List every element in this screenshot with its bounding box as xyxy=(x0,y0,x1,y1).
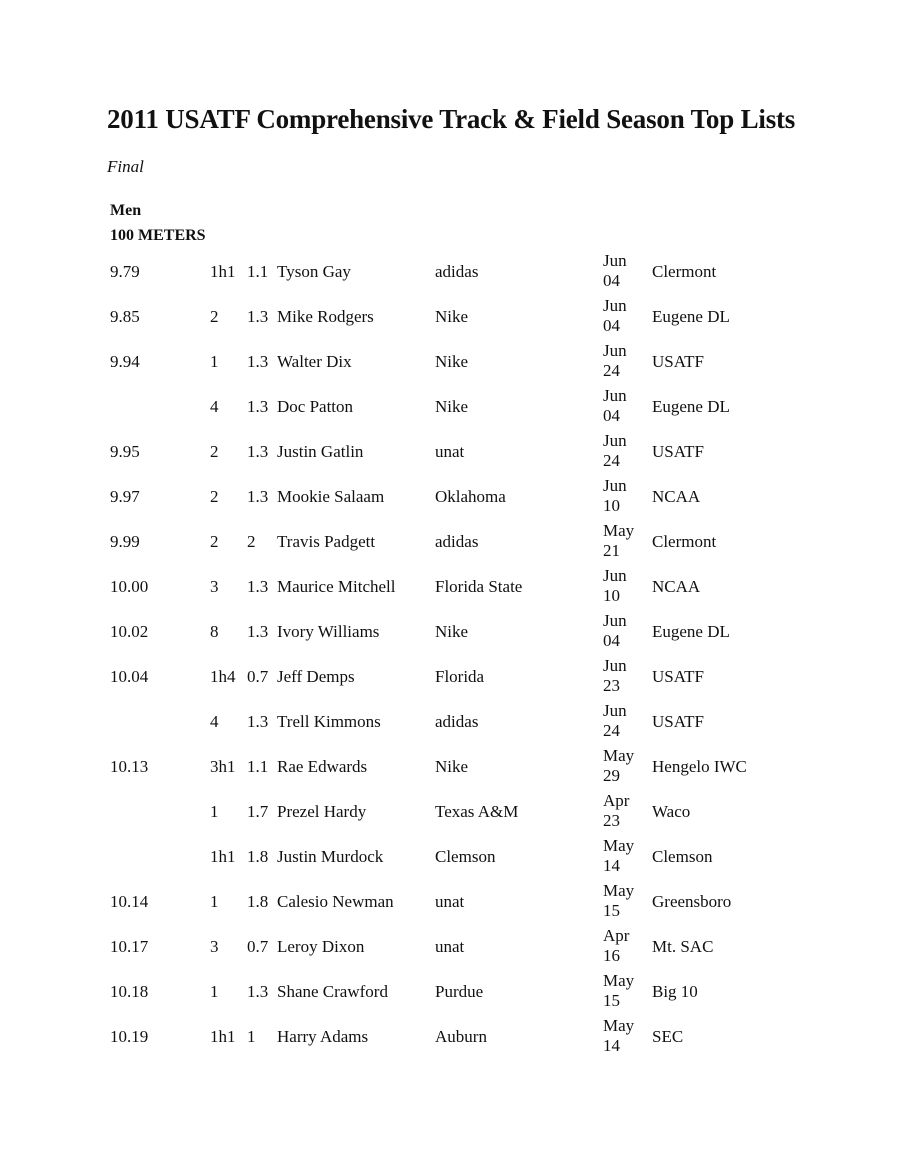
result-wind: 1.3 xyxy=(247,487,269,506)
result-place: 2 xyxy=(210,442,219,461)
result-date-month: Jun xyxy=(603,341,627,360)
result-date xyxy=(603,926,629,966)
athlete-name: Justin Murdock xyxy=(277,847,384,866)
result-date-day: 29 xyxy=(603,766,620,785)
document-status: Final xyxy=(107,157,144,176)
result-place: 1h1 xyxy=(210,1027,236,1046)
result-date-month: Jun xyxy=(603,656,627,675)
result-date-day: 10 xyxy=(603,496,620,515)
result-place: 2 xyxy=(210,487,219,506)
result-date-day: 14 xyxy=(603,1036,620,1055)
result-row xyxy=(0,340,900,385)
meet-name: USATF xyxy=(652,442,704,461)
result-row xyxy=(0,925,900,970)
result-date xyxy=(603,341,627,381)
result-date-month: Jun xyxy=(603,251,627,270)
result-wind: 1.8 xyxy=(247,847,269,866)
result-place: 1 xyxy=(210,892,219,911)
result-date-month: May xyxy=(603,1016,635,1035)
result-wind: 0.7 xyxy=(247,667,269,686)
result-wind: 1.3 xyxy=(247,397,269,416)
result-place: 2 xyxy=(210,532,219,551)
meet-name: Big 10 xyxy=(652,982,698,1001)
athlete-team: Florida State xyxy=(435,577,523,596)
result-date-day: 14 xyxy=(603,856,620,875)
result-date-month: Jun xyxy=(603,431,627,450)
result-place: 1 xyxy=(210,352,219,371)
result-date-month: Apr xyxy=(603,926,630,945)
result-mark: 10.18 xyxy=(110,982,149,1001)
athlete-name: Mike Rodgers xyxy=(277,307,374,326)
athlete-team: Nike xyxy=(435,307,469,326)
result-mark: 10.13 xyxy=(110,757,149,776)
result-wind: 1.3 xyxy=(247,712,269,731)
result-date xyxy=(603,611,627,651)
result-mark: 10.19 xyxy=(110,1027,149,1046)
result-date xyxy=(603,791,629,831)
result-date xyxy=(603,836,634,876)
result-place: 3 xyxy=(210,937,219,956)
result-date-month: May xyxy=(603,881,635,900)
athlete-team: Clemson xyxy=(435,847,496,866)
meet-name: Eugene DL xyxy=(652,307,730,326)
result-date-day: 16 xyxy=(603,946,620,965)
result-wind: 0.7 xyxy=(247,937,269,956)
result-mark: 10.14 xyxy=(110,892,149,911)
meet-name: Waco xyxy=(652,802,691,821)
result-date-day: 21 xyxy=(603,541,620,560)
result-date-day: 10 xyxy=(603,586,620,605)
result-date-day: 23 xyxy=(603,811,620,830)
result-mark: 10.17 xyxy=(110,937,149,956)
result-place: 4 xyxy=(210,712,219,731)
result-date-month: May xyxy=(603,836,635,855)
athlete-team: unat xyxy=(435,892,465,911)
result-date-day: 15 xyxy=(603,991,620,1010)
result-date xyxy=(603,251,627,291)
result-date-day: 23 xyxy=(603,676,620,695)
result-row xyxy=(0,790,900,835)
result-date-month: Jun xyxy=(603,476,627,495)
athlete-team: adidas xyxy=(435,712,479,731)
meet-name: Eugene DL xyxy=(652,397,730,416)
result-wind: 2 xyxy=(247,532,256,551)
athlete-team: Nike xyxy=(435,352,469,371)
result-date xyxy=(603,431,627,471)
meet-name: Clermont xyxy=(652,532,717,551)
result-date-month: Jun xyxy=(603,566,627,585)
meet-name: Greensboro xyxy=(652,892,732,911)
athlete-name: Trell Kimmons xyxy=(277,712,381,731)
result-wind: 1.1 xyxy=(247,262,269,281)
result-wind: 1.3 xyxy=(247,622,269,641)
result-row xyxy=(0,835,900,880)
result-place: 4 xyxy=(210,397,219,416)
result-wind: 1.1 xyxy=(247,757,269,776)
result-wind: 1 xyxy=(247,1027,256,1046)
result-date xyxy=(603,521,634,561)
result-date-day: 24 xyxy=(603,361,620,380)
result-mark: 10.04 xyxy=(110,667,149,686)
result-mark: 10.00 xyxy=(110,577,149,596)
result-row xyxy=(0,655,900,700)
result-date-day: 24 xyxy=(603,721,620,740)
result-date xyxy=(603,881,634,921)
result-date-day: 24 xyxy=(603,451,620,470)
athlete-name: Shane Crawford xyxy=(277,982,388,1001)
result-date xyxy=(603,476,627,516)
meet-name: Eugene DL xyxy=(652,622,730,641)
result-date-day: 04 xyxy=(603,271,620,290)
meet-name: USATF xyxy=(652,667,704,686)
result-wind: 1.8 xyxy=(247,892,269,911)
meet-name: Clemson xyxy=(652,847,713,866)
result-place: 1 xyxy=(210,982,219,1001)
result-date-day: 04 xyxy=(603,316,620,335)
result-mark: 9.95 xyxy=(110,442,140,461)
result-row xyxy=(0,295,900,340)
athlete-team: Oklahoma xyxy=(435,487,506,506)
result-date-month: Jun xyxy=(603,611,627,630)
result-row xyxy=(0,970,900,1015)
athlete-name: Mookie Salaam xyxy=(277,487,385,506)
meet-name: SEC xyxy=(652,1027,684,1046)
result-wind: 1.7 xyxy=(247,802,269,821)
athlete-team: Purdue xyxy=(435,982,484,1001)
athlete-team: Nike xyxy=(435,757,469,776)
result-date-day: 04 xyxy=(603,631,620,650)
result-place: 1h1 xyxy=(210,262,236,281)
result-row xyxy=(0,520,900,565)
result-place: 1 xyxy=(210,802,219,821)
result-date-month: Apr xyxy=(603,791,630,810)
athlete-name: Leroy Dixon xyxy=(277,937,365,956)
section-heading: Men xyxy=(110,202,142,219)
result-date xyxy=(603,701,627,741)
meet-name: Mt. SAC xyxy=(652,937,714,956)
athlete-name: Rae Edwards xyxy=(277,757,368,776)
result-mark: 10.02 xyxy=(110,622,149,641)
result-place: 1h4 xyxy=(210,667,236,686)
result-mark: 9.79 xyxy=(110,262,140,281)
athlete-team: Texas A&M xyxy=(435,802,519,821)
athlete-name: Jeff Demps xyxy=(277,667,355,686)
athlete-name: Tyson Gay xyxy=(277,262,351,281)
result-date xyxy=(603,746,634,786)
result-row xyxy=(0,700,900,745)
athlete-team: Florida xyxy=(435,667,485,686)
result-date-month: May xyxy=(603,521,635,540)
result-row xyxy=(0,565,900,610)
result-mark: 9.97 xyxy=(110,487,140,506)
meet-name: NCAA xyxy=(652,487,701,506)
athlete-name: Doc Patton xyxy=(277,397,354,416)
result-mark: 9.85 xyxy=(110,307,140,326)
athlete-name: Justin Gatlin xyxy=(277,442,364,461)
athlete-name: Ivory Williams xyxy=(277,622,380,641)
result-row xyxy=(0,475,900,520)
result-row xyxy=(0,385,900,430)
result-place: 3h1 xyxy=(210,757,236,776)
result-row xyxy=(0,745,900,790)
result-date-month: Jun xyxy=(603,296,627,315)
meet-name: NCAA xyxy=(652,577,701,596)
athlete-team: Auburn xyxy=(435,1027,487,1046)
result-row xyxy=(0,880,900,925)
result-wind: 1.3 xyxy=(247,352,269,371)
meet-name: Clermont xyxy=(652,262,717,281)
result-wind: 1.3 xyxy=(247,982,269,1001)
result-place: 8 xyxy=(210,622,219,641)
athlete-name: Prezel Hardy xyxy=(277,802,367,821)
athlete-team: Nike xyxy=(435,622,469,641)
meet-name: Hengelo IWC xyxy=(652,757,747,776)
athlete-team: adidas xyxy=(435,532,479,551)
result-date xyxy=(603,1016,634,1056)
athlete-team: Nike xyxy=(435,397,469,416)
result-wind: 1.3 xyxy=(247,442,269,461)
result-date xyxy=(603,386,627,426)
result-row xyxy=(0,430,900,475)
athlete-team: unat xyxy=(435,937,465,956)
result-row xyxy=(0,250,900,295)
meet-name: USATF xyxy=(652,712,704,731)
result-date-month: May xyxy=(603,971,635,990)
result-date-day: 15 xyxy=(603,901,620,920)
athlete-name: Travis Padgett xyxy=(277,532,376,551)
result-date xyxy=(603,971,634,1011)
result-date-day: 04 xyxy=(603,406,620,425)
result-date-month: Jun xyxy=(603,701,627,720)
result-date-month: May xyxy=(603,746,635,765)
result-row xyxy=(0,1015,900,1060)
athlete-team: adidas xyxy=(435,262,479,281)
result-row xyxy=(0,610,900,655)
athlete-name: Calesio Newman xyxy=(277,892,394,911)
athlete-team: unat xyxy=(435,442,465,461)
document-title: 2011 USATF Comprehensive Track & Field Season Top Lists xyxy=(107,104,796,134)
result-date-month: Jun xyxy=(603,386,627,405)
results-list xyxy=(0,250,900,1060)
result-date xyxy=(603,656,627,696)
result-place: 3 xyxy=(210,577,219,596)
result-wind: 1.3 xyxy=(247,307,269,326)
meet-name: USATF xyxy=(652,352,704,371)
result-wind: 1.3 xyxy=(247,577,269,596)
result-date xyxy=(603,296,627,336)
athlete-name: Walter Dix xyxy=(277,352,352,371)
result-mark: 9.99 xyxy=(110,532,140,551)
result-mark: 9.94 xyxy=(110,352,140,371)
athlete-name: Maurice Mitchell xyxy=(277,577,396,596)
result-place: 2 xyxy=(210,307,219,326)
result-place: 1h1 xyxy=(210,847,236,866)
event-heading: 100 METERS xyxy=(110,227,206,244)
result-date xyxy=(603,566,627,606)
athlete-name: Harry Adams xyxy=(277,1027,369,1046)
